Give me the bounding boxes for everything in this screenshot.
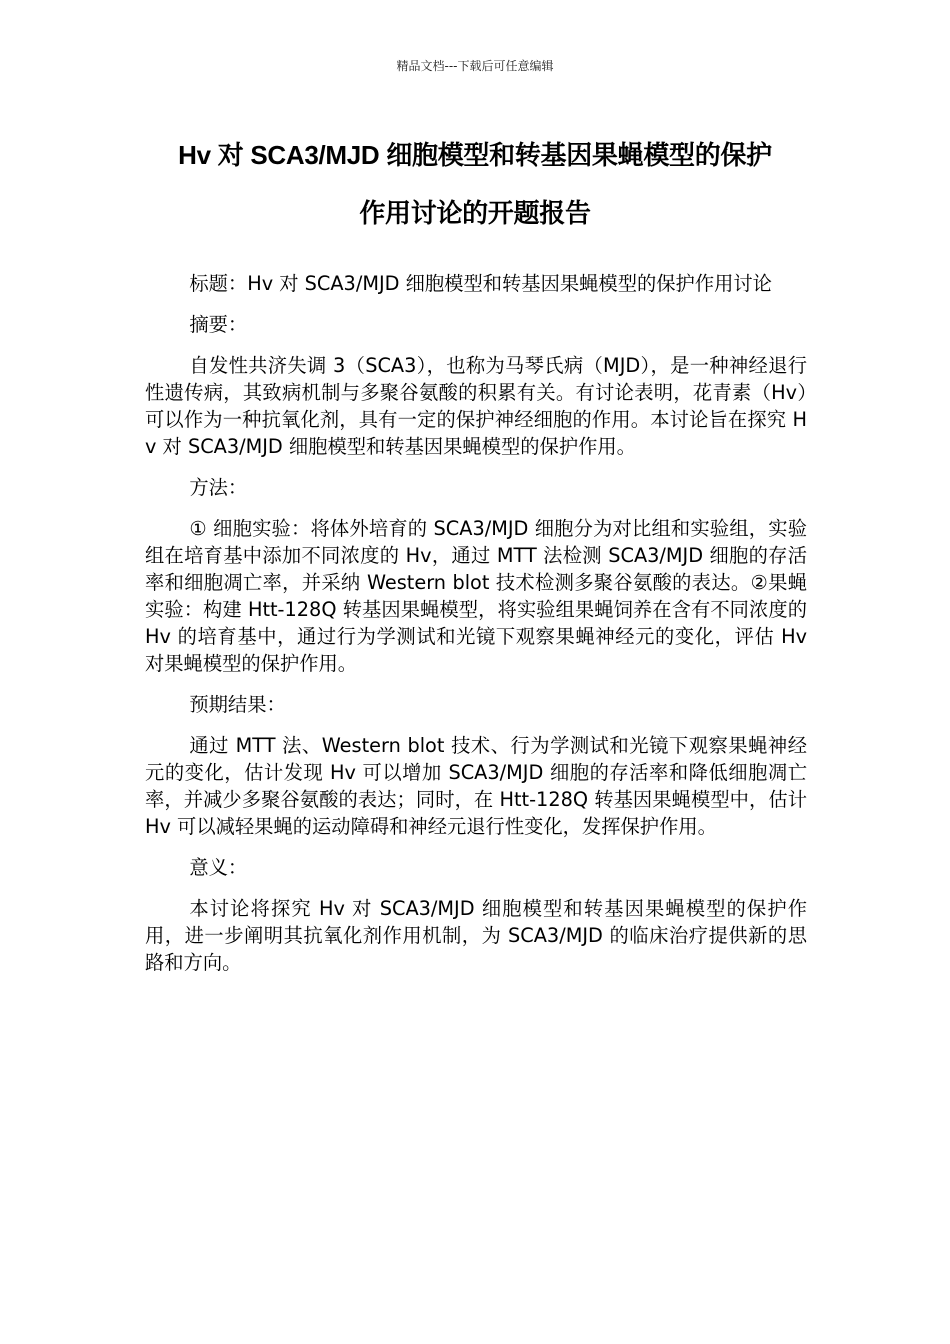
significance-heading: 意义： <box>189 856 248 879</box>
abstract-heading: 摘要： <box>189 313 248 336</box>
results-paragraph: 通过 MTT 法、Western blot 技术、行为学测试和光镜下观察果蝇神经元的变化，估计发现 Hv 可以增加 SCA3/MJD 细胞的存活率和降低细胞凋亡率，并减少多聚谷氨酸的表达；同时，在 Htt-128Q 转基因果蝇模型中，估计 Hv 可以减轻果蝇的运动障碍和神经元退行性变化，发挥保护作用。 <box>145 734 807 838</box>
significance-paragraph: 本讨论将探究 Hv 对 SCA3/MJD 细胞模型和转基因果蝇模型的保护作用，进一步阐明其抗氧化剂作用机制，为 SCA3/MJD 的临床治疗提供新的思路和方向。 <box>145 897 807 974</box>
abstract-paragraph: 自发性共济失调 3（SCA3），也称为马琴氏病（MJD），是一种神经退行性遗传病，其致病机制与多聚谷氨酸的积累有关。有讨论表明，花青素（Hv）可以作为一种抗氧化剂，具有一定的保护神经细胞的作用。本讨论旨在探究 Hv 对 SCA3/MJD 细胞模型和转基因果蝇模型的保护作用。 <box>145 354 807 458</box>
document-title-line-1: Hv 对 SCA3/MJD 细胞模型和转基因果蝇模型的保护 <box>178 140 772 170</box>
results-heading: 预期结果： <box>189 693 286 716</box>
methods-paragraph: ① 细胞实验：将体外培育的 SCA3/MJD 细胞分为对比组和实验组，实验组在培育基中添加不同浓度的 Hv，通过 MTT 法检测 SCA3/MJD 细胞的存活率和细胞凋亡率，并采纳 Western blot 技术检测多聚谷氨酸的表达。②果蝇实验：构建 Htt-128Q 转基因果蝇模型，将实验组果蝇饲养在含有不同浓度的 Hv 的培育基中，通过行为学测试和光镜下观察果蝇神经元的变化，评估 Hv 对果蝇模型的保护作用。 <box>145 517 807 675</box>
header-note: 精品文档---下载后可任意编辑 <box>396 59 554 73</box>
document-title-line-2: 作用讨论的开题报告 <box>359 198 591 228</box>
document-body <box>145 270 807 976</box>
title-paragraph: 标题：Hv 对 SCA3/MJD 细胞模型和转基因果蝇模型的保护作用讨论 <box>189 272 772 295</box>
methods-heading: 方法： <box>189 476 248 499</box>
